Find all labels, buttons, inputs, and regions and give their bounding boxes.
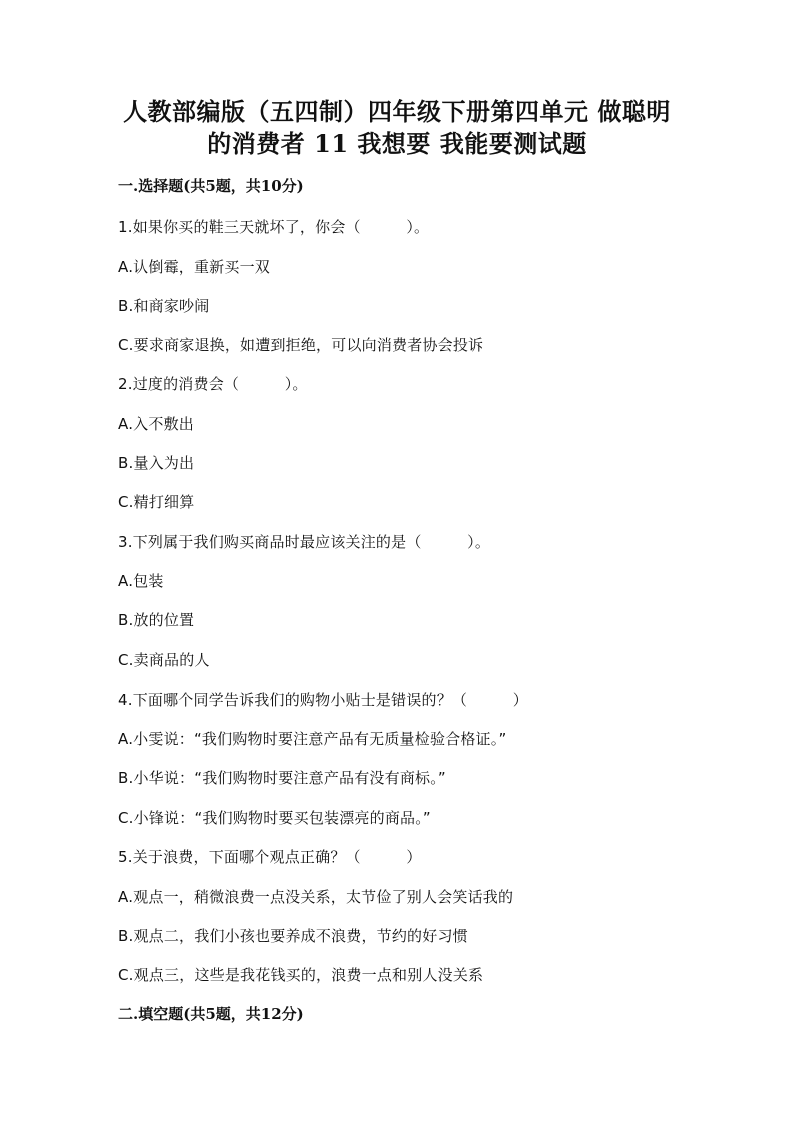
- section-heading-fill-in: 二.填空题(共5题，共12分): [118, 1005, 304, 1023]
- question-5-stem: 5.关于浪费，下面哪个观点正确？（ ）: [118, 848, 422, 866]
- section-heading-multiple-choice: 一.选择题(共5题，共10分): [118, 177, 304, 195]
- question-2-option-a: A.入不敷出: [118, 415, 194, 433]
- question-3-option-b: B.放的位置: [118, 611, 195, 629]
- question-3-option-a: A.包装: [118, 572, 164, 590]
- question-5-option-a: A.观点一，稍微浪费一点没关系，太节俭了别人会笑话我的: [118, 888, 514, 906]
- question-2-option-c: C.精打细算: [118, 493, 195, 511]
- question-1-option-c: C.要求商家退换，如遭到拒绝，可以向消费者协会投诉: [118, 336, 484, 354]
- question-1-option-b: B.和商家吵闹: [118, 297, 210, 315]
- question-2-option-b: B.量入为出: [118, 454, 195, 472]
- question-4-option-c: C.小锋说：“我们购物时要买包装漂亮的商品。”: [118, 809, 431, 827]
- question-5-option-b: B.观点二，我们小孩也要养成不浪费，节约的好习惯: [118, 927, 468, 945]
- document-title-line-2: 的消费者 11 我想要 我能要测试题: [207, 129, 587, 158]
- question-1-option-a: A.认倒霉，重新买一双: [118, 258, 270, 276]
- question-4-option-a: A.小雯说：“我们购物时要注意产品有无质量检验合格证。”: [118, 730, 507, 748]
- document-title-line-1: 人教部编版（五四制）四年级下册第四单元 做聪明: [123, 97, 671, 126]
- question-2-stem: 2.过度的消费会（ ）。: [118, 375, 308, 393]
- question-1-stem: 1.如果你买的鞋三天就坏了，你会（ ）。: [118, 218, 430, 236]
- question-5-option-c: C.观点三，这些是我花钱买的，浪费一点和别人没关系: [118, 966, 484, 984]
- question-4-option-b: B.小华说：“我们购物时要注意产品有没有商标。”: [118, 769, 446, 787]
- question-3-option-c: C.卖商品的人: [118, 651, 210, 669]
- question-4-stem: 4.下面哪个同学告诉我们的购物小贴士是错误的？（ ）: [118, 691, 528, 709]
- question-3-stem: 3.下列属于我们购买商品时最应该关注的是（ ）。: [118, 533, 491, 551]
